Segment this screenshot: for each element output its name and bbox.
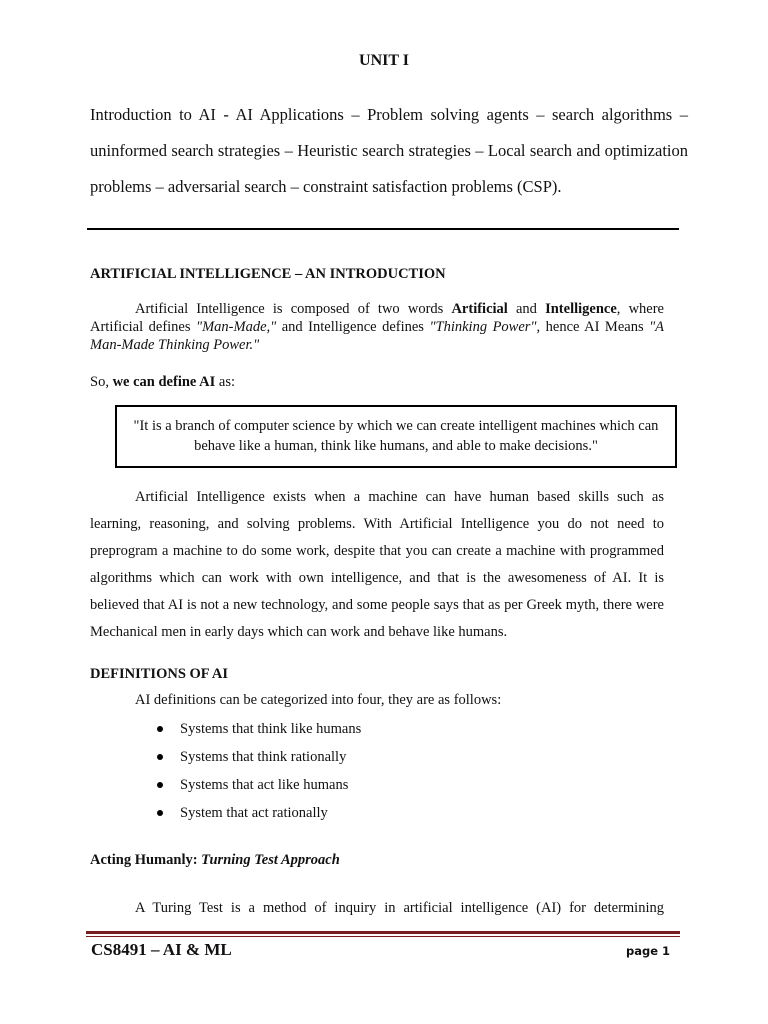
footer-page-number: page 1	[626, 944, 671, 958]
bullet-icon	[157, 726, 163, 732]
definitions-list	[154, 716, 361, 828]
bullet-icon	[157, 754, 163, 760]
unit-syllabus: Introduction to AI - AI Applications – Problem solving agents – search algorithms – uninformed search strategies – Heuristic search strategies – Local search and optimization problems – adversarial search – constraint satisfaction problems (CSP).	[90, 105, 688, 196]
bullet-icon	[157, 782, 163, 788]
paragraph-turing-test: A Turing Test is a method of inquiry in artificial intelligence (AI) for determining	[135, 900, 664, 916]
section-divider	[87, 228, 679, 230]
section-heading-definitions: DEFINITIONS OF AI	[90, 666, 229, 682]
paragraph-ai-exists: Artificial Intelligence exists when a machine can have human based skills such as learning, reasoning, and solving problems. With Artificial Intelligence you do not need to preprogram a machine to do some work, despite that you can create a machine with programmed algorithms which can work with own intelligence, and that is the awesomeness of AI. It is believed that AI is not a new technology, and some people says that as per Greek myth, there were Mechanical men in early days which can work and behave like humans.	[90, 489, 664, 640]
subsection-acting-humanly: Acting Humanly: Turning Test Approach	[90, 852, 340, 868]
definition-quote-text: "It is a branch of computer science by which we can create intelligent machines which can behave like a human, think like humans, and able to make decisions."	[133, 418, 659, 454]
list-item: System that act rationally	[154, 800, 361, 828]
definitions-intro: AI definitions can be categorized into four, they are as follows:	[135, 692, 502, 708]
footer-rule-thin	[86, 936, 680, 937]
section-heading-ai-introduction: ARTIFICIAL INTELLIGENCE – AN INTRODUCTION	[90, 266, 446, 282]
bullet-icon	[157, 810, 163, 816]
definition-quote-box	[115, 405, 677, 468]
list-item: Systems that think like humans	[154, 716, 361, 744]
define-ai-line: So, we can define AI as:	[90, 374, 236, 390]
list-item: Systems that think rationally	[154, 744, 361, 772]
footer-course-code: CS8491 – AI & ML	[91, 940, 232, 959]
footer-rule-thick	[86, 931, 680, 934]
unit-title: UNIT I	[359, 52, 409, 69]
list-item: Systems that act like humans	[154, 772, 361, 800]
paragraph-ai-composition: Artificial Intelligence is composed of two words Artificial and Intelligence, where Artificial defines "Man-Made," and Intelligence defines "Thinking Power", hence AI Means "A Man-Made Thinking Power."	[90, 301, 665, 353]
